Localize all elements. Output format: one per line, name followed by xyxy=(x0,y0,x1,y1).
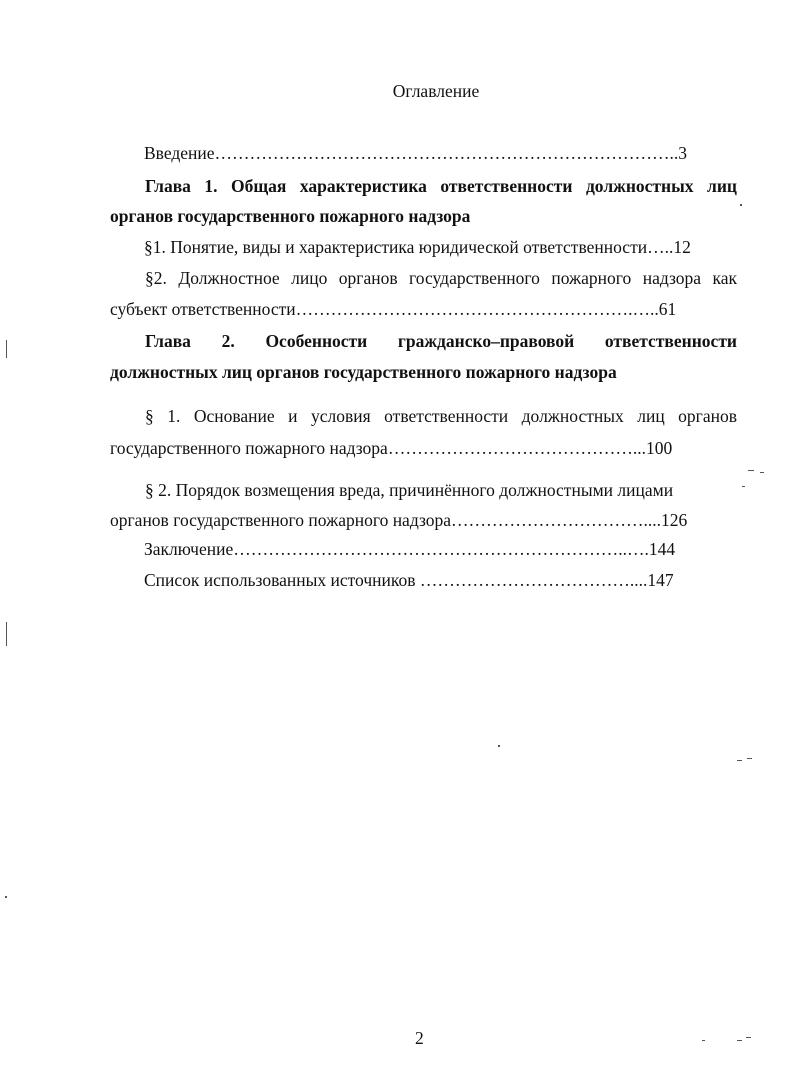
toc-chapter1-heading: Глава 1. Общая характеристика ответственности должностных лиц xyxy=(145,176,737,196)
scan-artifact xyxy=(737,760,742,761)
scan-artifact xyxy=(747,758,752,759)
scan-artifact xyxy=(742,486,745,487)
toc-intro: Введение……………………………………………………………………..3 xyxy=(144,143,688,163)
scan-artifact xyxy=(760,472,764,473)
toc-section-1-2: §2. Должностное лицо органов государственного пожарного надзора как xyxy=(145,268,737,288)
toc-chapter2-heading: Глава 2. Особенности гражданско–правовой ответственности xyxy=(145,331,737,351)
scan-artifact xyxy=(5,896,7,898)
toc-chapter1-heading-cont: органов государственного пожарного надзора xyxy=(110,206,471,226)
scan-artifact xyxy=(702,1040,705,1041)
scan-artifact xyxy=(498,745,500,747)
scan-artifact xyxy=(737,1040,742,1041)
toc-section-1-2-cont: субъект ответственности………………………………………………….…..61 xyxy=(110,299,677,319)
scan-artifact xyxy=(746,1037,751,1038)
toc-section-2-2-cont: органов государственного пожарного надзора……………………………....126 xyxy=(110,510,688,530)
toc-section-1-1: §1. Понятие, виды и характеристика юридической ответственности…..12 xyxy=(144,237,691,257)
toc-section-2-1: § 1. Основание и условия ответственности должностных лиц органов xyxy=(145,406,737,426)
scan-artifact xyxy=(6,622,7,646)
toc-section-2-2: § 2. Порядок возмещения вреда, причинённого должностными лицами xyxy=(145,480,674,500)
toc-sources: Список использованных источников ………………………………....147 xyxy=(144,570,674,590)
page-title: Оглавление xyxy=(392,81,480,101)
toc-chapter2-heading-cont: должностных лиц органов государственного пожарного надзора xyxy=(110,362,617,382)
scan-artifact xyxy=(6,340,7,358)
scan-artifact xyxy=(748,470,754,471)
scan-artifact xyxy=(740,204,742,206)
page-number: 2 xyxy=(415,1028,424,1048)
toc-conclusion: Заключение…………………………………………………………..….144 xyxy=(144,539,676,559)
toc-section-2-1-cont: государственного пожарного надзора……………………………………...100 xyxy=(110,438,673,458)
